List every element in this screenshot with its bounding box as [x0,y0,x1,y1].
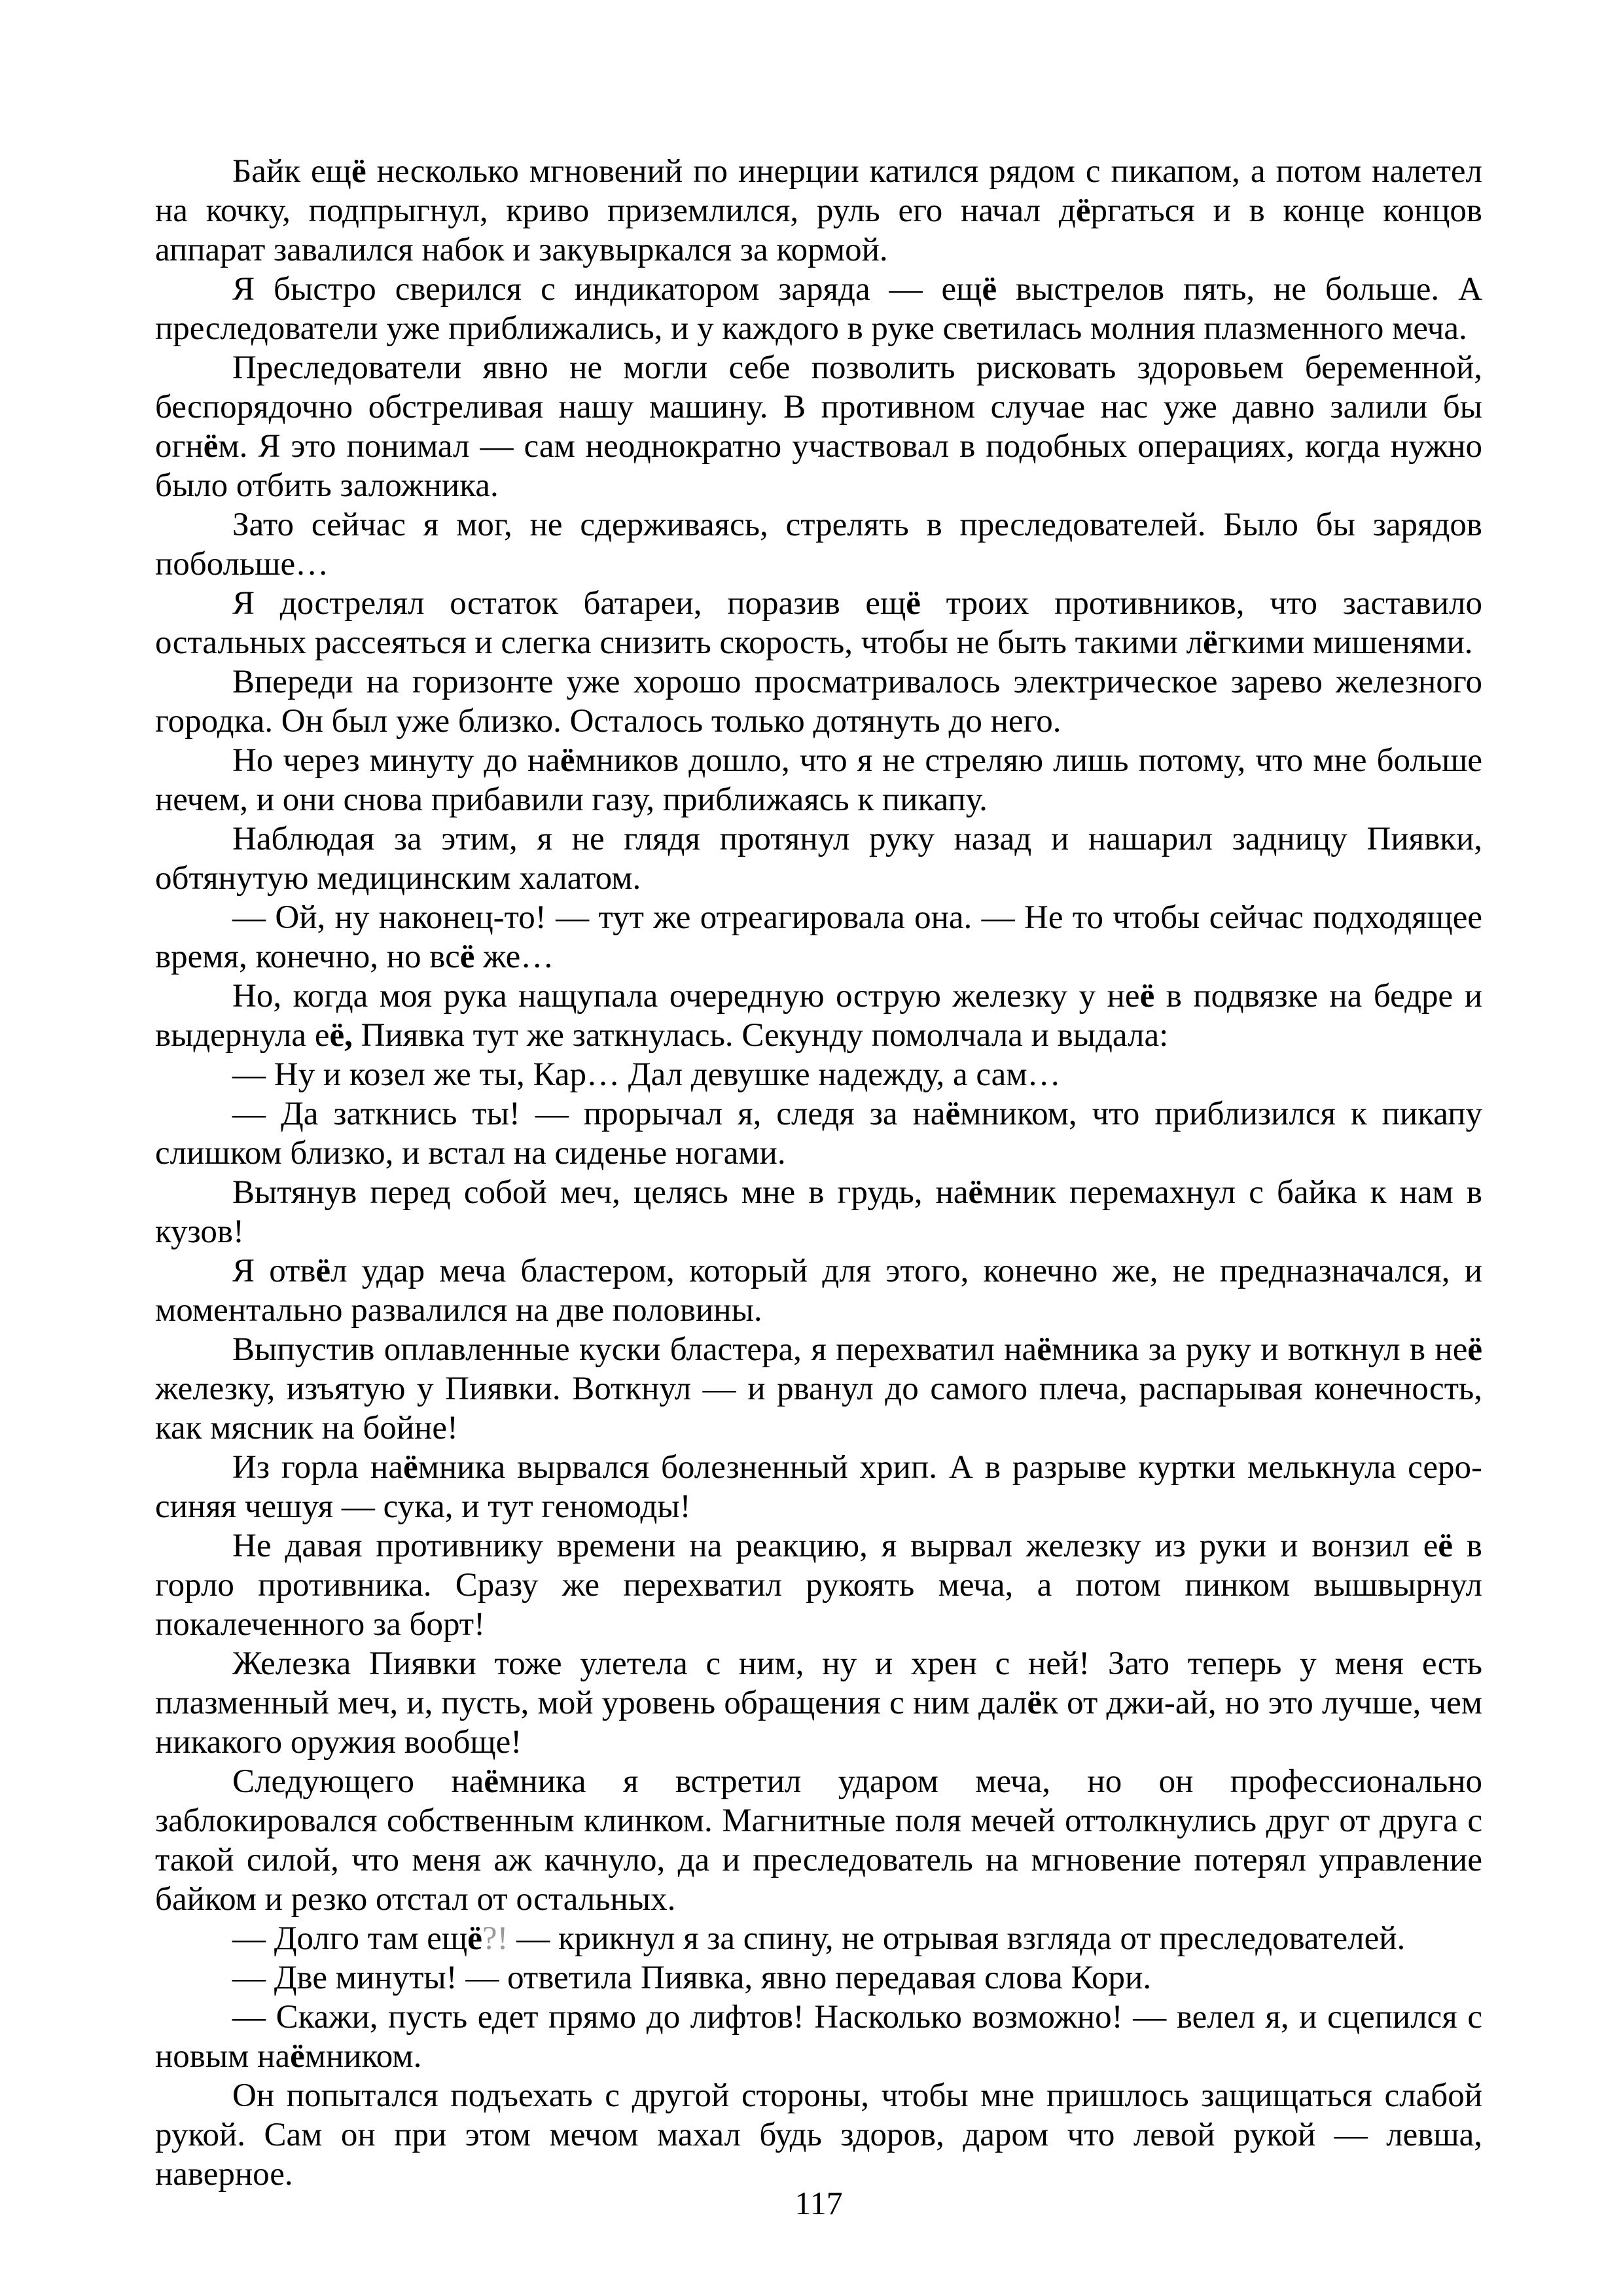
yo-highlight: ё [1037,1331,1052,1368]
paragraph: Я быстро сверился с индикатором заряда — ещё выстрелов пять, не больше. А преследователи уже приближались, и у каждого в руке светилась молния плазменного меча. [155,271,1482,347]
text-block [155,152,1482,2194]
yo-highlight: ё [402,1449,418,1486]
paragraph: Следующего наёмника я встретил ударом меча, но он профессионально заблокировался собственным клинком. Магнитные поля мечей оттолкнулись друг от друга с такой силой, что меня аж качнуло, да и преследователь на мгновение потерял управление байком и резко отстал от остальных. [155,1763,1482,1918]
paragraph: Не давая противнику времени на реакцию, я вырвал железку из руки и вонзил её в горло противника. Сразу же перехватил рукоять меча, а потом пинком вышвырнул покалеченного за борт! [155,1528,1482,1643]
paragraph: Байк ещё несколько мгновений по инерции катился рядом с пикапом, а потом налетел на кочку, подпрыгнул, криво приземлился, руль его начал дёргаться и в конце концов аппарат завалился набок и закувыркался за кормой. [155,153,1483,268]
yo-highlight: ё [484,1763,499,1800]
paragraph: Впереди на горизонте уже хорошо просматривалось электрическое зарево железного городка. Он был уже близко. Осталось только дотянуть до него. [155,664,1482,740]
paragraph: — Ой, ну наконец-то! — тут же отреагировала она. — Не то чтобы сейчас подходящее время, конечно, но всё же… [155,899,1482,975]
yo-highlight: ё [1075,192,1091,229]
paragraph: Зато сейчас я мог, не сдерживаясь, стрелять в преследователей. Было бы зарядов побольше… [155,507,1482,583]
yo-highlight: ё [290,2038,305,2075]
yo-highlight: ё [945,1096,961,1132]
yo-highlight: ё [1203,624,1218,661]
yo-highlight: ё [467,1920,482,1957]
yo-highlight: ё [1027,1685,1043,1721]
yo-highlight: ё [459,939,475,975]
yo-highlight: ё [906,585,921,622]
yo-highlight: ё [203,428,219,465]
paragraph: Я дострелял остаток батареи, поразив ещё троих противников, что заставило остальных рассеяться и слегка снизить скорость, чтобы не быть такими лёгкими мишенями. [155,585,1482,661]
paragraph: — Да заткнись ты! — прорычал я, следя за наёмником, что приблизился к пикапу слишком близко, и встал на сиденье ногами. [155,1096,1482,1172]
paragraph: Железка Пиявки тоже улетела с ним, ну и хрен с ней! Зато теперь у меня есть плазменный меч, и, пусть, мой уровень обращения с ним далёк от джи-ай, но это лучше, чем никакого оружия вообще! [155,1645,1482,1761]
yo-highlight: ё [560,742,575,779]
grey-punctuation: ?! [482,1920,508,1957]
yo-highlight: ё [968,1174,984,1211]
paragraph: Из горла наёмника вырвался болезненный хрип. А в разрыве куртки мелькнула серо-синяя чешуя — сука, и тут геномоды! [155,1449,1483,1525]
paragraph: Я отвёл удар меча бластером, который для этого, конечно же, не предназначался, и моментально развалился на две половины. [155,1253,1482,1329]
yo-highlight: ё [315,1253,331,1289]
paragraph: — Долго там ещё?! — крикнул я за спину, не отрывая взгляда от преследователей. [232,1920,1406,1957]
paragraph: — Ну и козел же ты, Кар… Дал девушке надежду, а сам… [232,1056,1061,1093]
paragraph: Выпустив оплавленные куски бластера, я перехватил наёмника за руку и воткнул в неё железку, изъятую у Пиявки. Воткнул — и рванул до самого плеча, распарывая конечность, как мясник на бойне! [155,1331,1482,1446]
yo-highlight: ё [1438,1528,1453,1564]
paragraph: Наблюдая за этим, я не глядя протянул руку назад и нашарил задницу Пиявки, обтянутую медицинским халатом. [155,821,1482,897]
paragraph: — Две минуты! — ответила Пиявка, явно передавая слова Кори. [232,1960,1152,1996]
paragraph: Но через минуту до наёмников дошло, что я не стреляю лишь потому, что мне больше нечем, и они снова прибавили газу, приближаясь к пикапу. [155,742,1482,818]
paragraph: Преследователи явно не могли себе позволить рисковать здоровьем беременной, беспорядочно обстреливая нашу машину. В противном случае нас уже давно залили бы огнём. Я это понимал — сам неоднократно участвовал в подобных операциях, когда нужно было отбить заложника. [155,350,1482,504]
yo-highlight: ё [982,271,997,308]
yo-highlight: ё [1467,1331,1482,1368]
page-number: 117 [794,2185,843,2221]
paragraph: Он попытался подъехать с другой стороны, чтобы мне пришлось защищаться слабой рукой. Сам он при этом мечом махал будь здоров, даром что левой рукой — левша, наверное. [155,2077,1482,2193]
paragraph: — Скажи, пусть едет прямо до лифтов! Насколько возможно! — велел я, и сцепился с новым наёмником. [155,1999,1482,2075]
yo-highlight: ё [1139,978,1155,1014]
yo-highlight: ё [351,153,366,190]
paragraph: Но, когда моя рука нащупала очередную острую железку у неё в подвязке на бедре и выдернула её, Пиявка тут же заткнулась. Секунду помолчала и выдала: [155,978,1482,1054]
yo-highlight: ё, [329,1017,353,1054]
paragraph: Вытянув перед собой меч, целясь мне в грудь, наёмник перемахнул с байка к нам в кузов! [155,1174,1483,1250]
